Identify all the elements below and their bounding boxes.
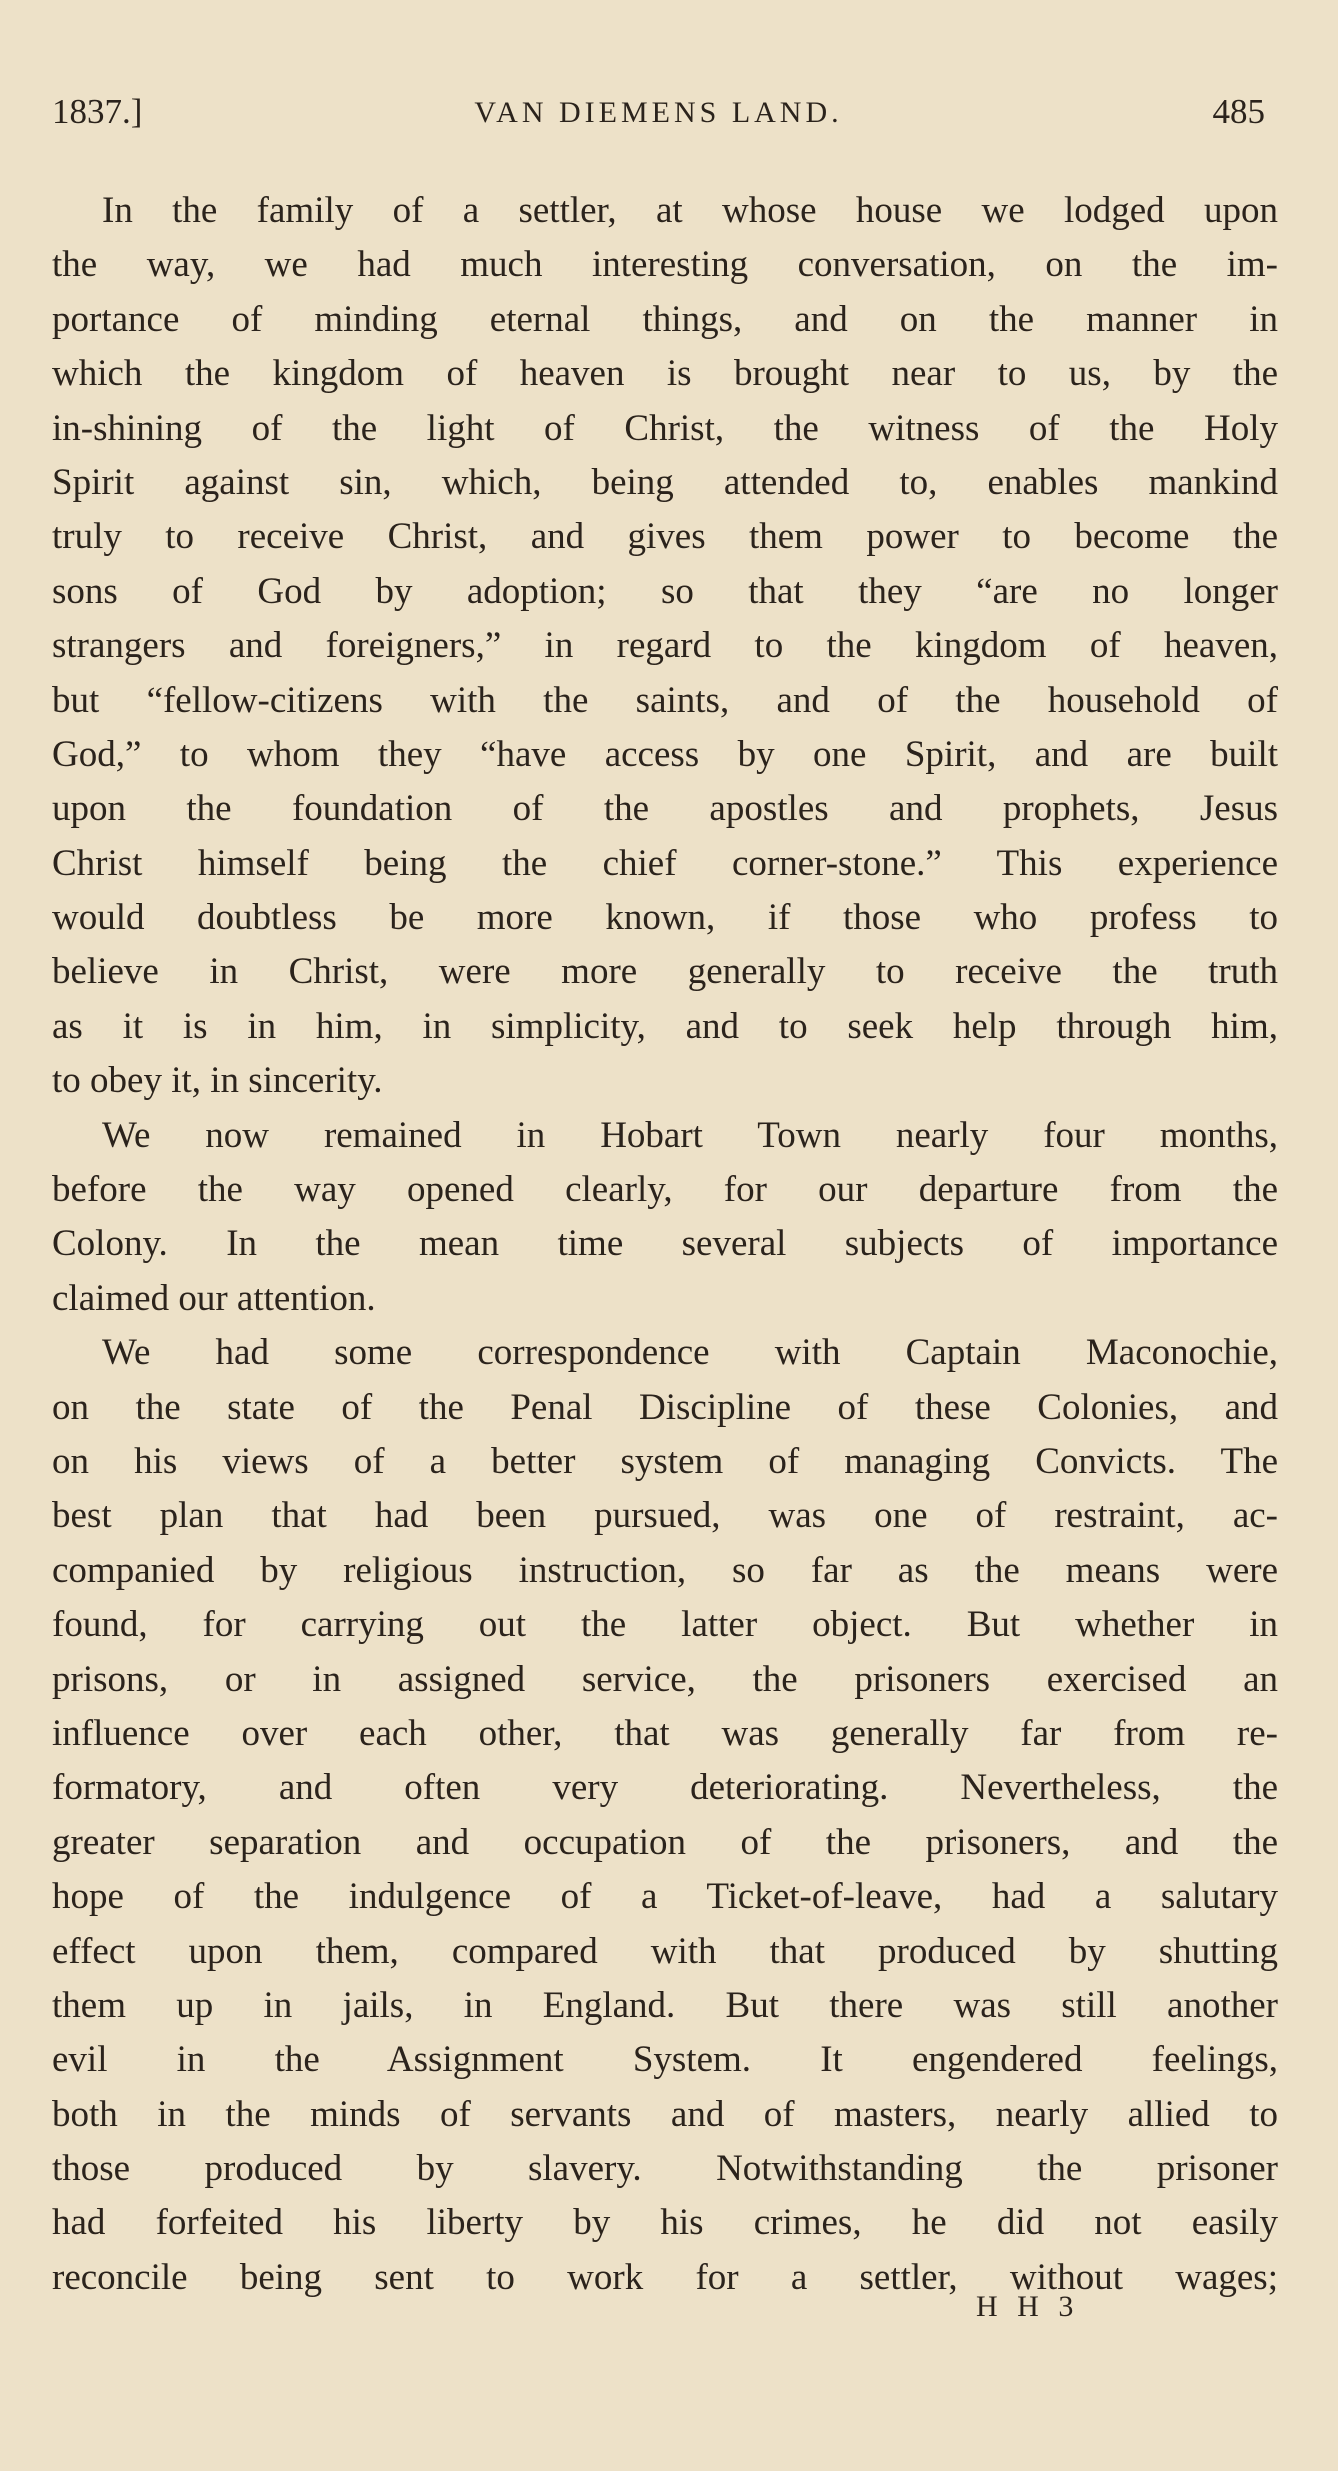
text-line: claimed our attention. xyxy=(52,1277,376,1319)
text-line: to obey it, in sincerity. xyxy=(52,1060,383,1102)
text-line: We now remained in Hobart Town nearly four months, xyxy=(102,1114,1278,1156)
text-line: upon the foundation of the apostles and prophets, Jesus xyxy=(52,788,1278,830)
text-line: those produced by slavery. Notwithstanding the prisoner xyxy=(52,2148,1278,2190)
text-line: as it is in him, in simplicity, and to seek help through him, xyxy=(52,1005,1278,1047)
text-line: In the family of a settler, at whose house we lodged upon xyxy=(102,190,1278,231)
text-line: on his views of a better system of managing Convicts. The xyxy=(52,1440,1278,1482)
text-line: in-shining of the light of Christ, the witness of the Holy xyxy=(52,407,1278,449)
text-line: found, for carrying out the latter object. But whether in xyxy=(52,1604,1278,1646)
text-line: greater separation and occupation of the prisoners, and the xyxy=(52,1821,1278,1863)
text-line: effect upon them, compared with that produced by shutting xyxy=(52,1930,1278,1972)
signature-mark: H H 3 xyxy=(976,2290,1080,2323)
text-line: would doubtless be more known, if those who profess to xyxy=(52,897,1278,939)
text-line: evil in the Assignment System. It engendered feelings, xyxy=(52,2039,1278,2081)
text-line: had forfeited his liberty by his crimes, he did not easily xyxy=(52,2202,1278,2244)
text-line: companied by religious instruction, so far as the means were xyxy=(52,1549,1278,1591)
text-line: Christ himself being the chief corner-stone.” This experience xyxy=(52,842,1278,884)
text-line: portance of minding eternal things, and on the manner in xyxy=(52,298,1278,340)
body-text xyxy=(52,184,1278,2305)
text-line: Colony. In the mean time several subjects of importance xyxy=(52,1223,1278,1265)
text-line: prisons, or in assigned service, the prisoners exercised an xyxy=(52,1658,1278,1700)
text-line: which the kingdom of heaven is brought near to us, by the xyxy=(52,353,1278,395)
text-line: truly to receive Christ, and gives them power to become the xyxy=(52,516,1278,558)
text-line: believe in Christ, were more generally to receive the truth xyxy=(52,951,1278,993)
text-line: sons of God by adoption; so that they “are no longer xyxy=(52,570,1278,612)
text-line: both in the minds of servants and of masters, nearly allied to xyxy=(52,2093,1278,2135)
text-line: the way, we had much interesting conversation, on the im- xyxy=(52,244,1278,286)
text-line: Spirit against sin, which, being attended to, enables mankind xyxy=(52,461,1278,503)
text-line: formatory, and often very deteriorating. Nevertheless, the xyxy=(52,1767,1278,1809)
text-line: reconcile being sent to work for a settler, without wages; xyxy=(52,2256,1278,2298)
text-line: God,” to whom they “have access by one Spirit, and are built xyxy=(52,733,1278,775)
text-line: them up in jails, in England. But there was still another xyxy=(52,1984,1278,2026)
header-title: VAN DIEMENS LAND. xyxy=(474,96,843,129)
text-line: before the way opened clearly, for our departure from the xyxy=(52,1169,1278,1211)
text-line: best plan that had been pursued, was one of restraint, ac- xyxy=(52,1495,1278,1537)
page-number: 485 xyxy=(1212,92,1265,131)
running-header xyxy=(52,92,1265,148)
text-line: hope of the indulgence of a Ticket-of-leave, had a salutary xyxy=(52,1876,1278,1918)
text-line: strangers and foreigners,” in regard to the kingdom of heaven, xyxy=(52,625,1278,667)
text-line: We had some correspondence with Captain Maconochie, xyxy=(102,1332,1278,1374)
text-line: but “fellow-citizens with the saints, and of the household of xyxy=(52,679,1278,721)
text-line: on the state of the Penal Discipline of these Colonies, and xyxy=(52,1386,1278,1428)
text-line: influence over each other, that was generally far from re- xyxy=(52,1712,1278,1754)
header-year: 1837.] xyxy=(52,92,143,131)
